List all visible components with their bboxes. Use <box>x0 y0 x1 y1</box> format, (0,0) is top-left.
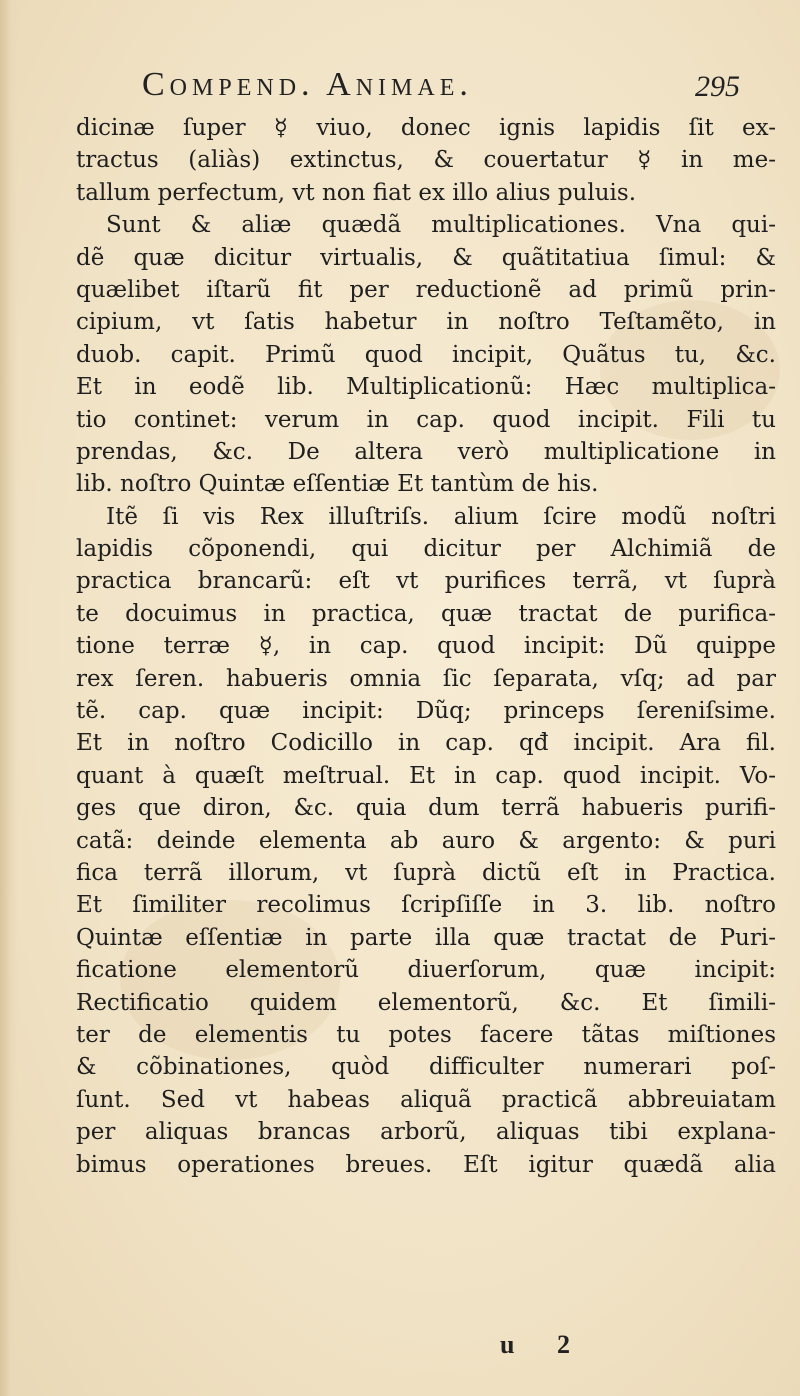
text-line: ter de elementis tu potes facere tãtas miſtiones <box>76 1021 776 1048</box>
text-line: tallum perfectum, vt non fiat ex illo alius puluis. <box>76 179 637 206</box>
text-line: tione terræ ☿, in cap. quod incipit: Dũ quippe <box>76 633 776 660</box>
page-number: 295 <box>695 70 740 103</box>
text-line: ficatione elementorũ diuerſorum, quæ incipit: <box>76 957 776 984</box>
text-line: bimus operationes breues. Eſt igitur quædã alia <box>76 1151 776 1178</box>
text-line: tẽ. cap. quæ incipit: Dũq; princeps ſereniſsime. <box>76 698 776 725</box>
text-line: Et in eodẽ lib. Multiplicationũ: Hæc multiplica- <box>76 374 776 401</box>
text-line: cipium, vt ſatis habetur in noſtro Teſtamẽto, in <box>76 309 776 336</box>
text-line: dicinæ ſuper ☿ viuo, donec ignis lapidis ſit ex- <box>76 115 776 141</box>
signature-mark: u 2 <box>500 1330 588 1359</box>
text-line: lapidis cõponendi, qui dicitur per Alchimiã de <box>76 536 776 563</box>
running-title: Compend. Animae. <box>142 66 473 103</box>
text-line: ſunt. Sed vt habeas aliquã practicã abbreuiatam <box>76 1086 776 1113</box>
text-line: Et in noſtro Codicillo in cap. qđ incipit. Ara fil. <box>76 730 776 757</box>
text-line: Sunt & aliæ quædã multiplicationes. Vna qui- <box>106 212 776 239</box>
text-line: tio continet: verum in cap. quod incipit. Fili tu <box>76 406 776 433</box>
text-line: fica terrã illorum, vt ſuprà dictũ eſt in Practica. <box>76 859 776 886</box>
text-line: duob. capit. Primũ quod incipit, Quãtus tu, &c. <box>76 341 776 368</box>
text-line: te docuimus in practica, quæ tractat de purifica- <box>76 600 776 627</box>
text-line: per aliquas brancas arborũ, aliquas tibi explana- <box>76 1119 776 1146</box>
text-line: dẽ quæ dicitur virtualis, & quãtitatiua ſimul: & <box>76 244 776 271</box>
text-line: quant à quæſt meſtrual. Et in cap. quod incipit. Vo- <box>76 762 776 789</box>
text-line: prendas, &c. De altera verò multiplicatione in <box>76 438 776 465</box>
text-line: ges que diron, &c. quia dum terrã habueris purifi- <box>76 795 776 822</box>
running-header <box>100 66 740 110</box>
text-line: & cõbinationes, quòd difficulter numerari poſ- <box>76 1054 776 1081</box>
page-gutter <box>0 0 18 1396</box>
text-line: tractus (aliàs) extinctus, & couertatur ☿ in me- <box>76 147 776 174</box>
text-line: rex ſeren. habueris omnia ſic ſeparata, vſq; ad par <box>76 665 776 692</box>
text-line: Itẽ ſi vis Rex illuſtriſs. alium ſcire modũ noſtri <box>106 503 776 530</box>
text-line: Rectificatio quidem elementorũ, &c. Et ſimili- <box>76 989 776 1016</box>
text-line: catã: deinde elementa ab auro & argento: & puri <box>76 827 776 854</box>
text-line: lib. noſtro Quintæ eſſentiæ Et tantùm de his. <box>76 471 599 498</box>
text-line: Et ſimiliter recolimus ſcripſiſſe in 3. lib. noſtro <box>76 892 776 919</box>
text-line: quælibet iſtarũ fit per reductionẽ ad primũ prin- <box>76 276 776 303</box>
text-line: Quintæ eſſentiæ in parte illa quæ tractat de Puri- <box>76 924 776 951</box>
text-line: practica brancarũ: eſt vt purifices terrã, vt ſuprà <box>76 568 776 595</box>
body-text <box>76 112 776 1181</box>
